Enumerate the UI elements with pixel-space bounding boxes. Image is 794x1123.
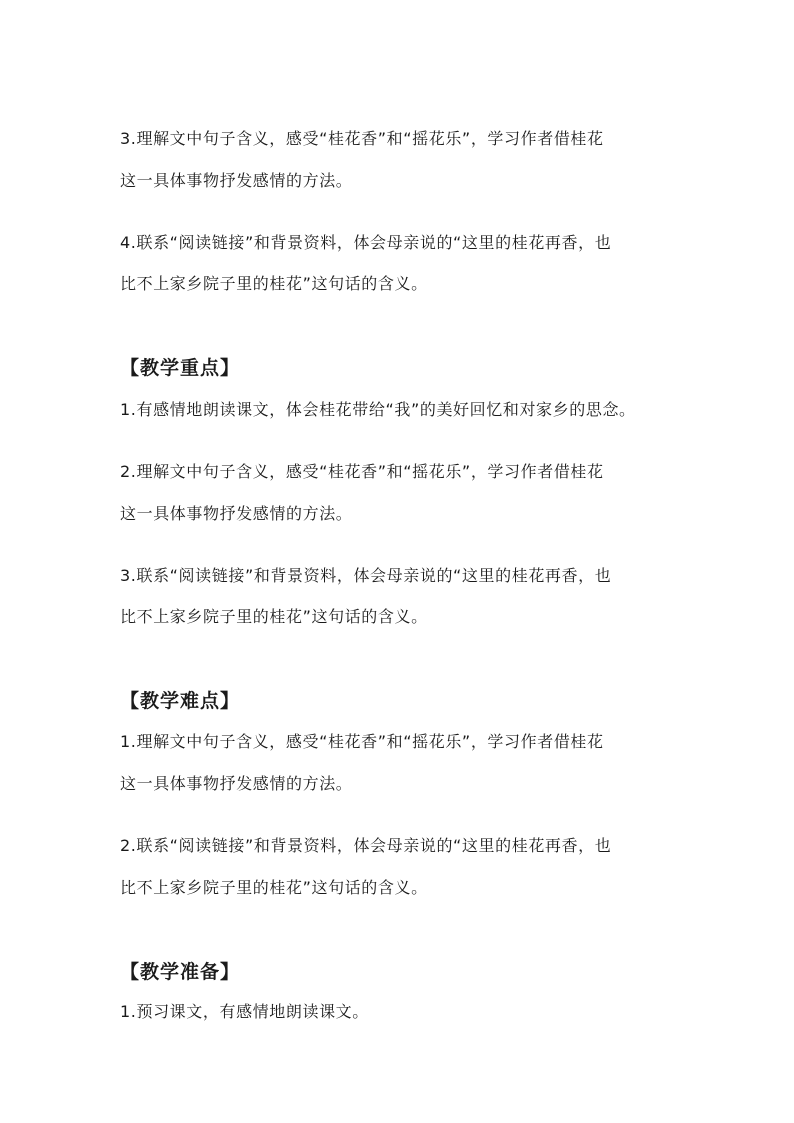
difficult-point-1-line-1: 1.理解文中句子含义，感受“桂花香”和“摇花乐”，学习作者借桂花 — [120, 732, 604, 751]
key-point-3-line-2: 比不上家乡院子里的桂花”这句话的含义。 — [120, 607, 428, 626]
key-point-2-line-2: 这一具体事物抒发感情的方法。 — [120, 504, 353, 523]
preparation-heading: 【教学准备】 — [120, 961, 241, 983]
key-point-1-line-1: 1.有感情地朗读课文，体会桂花带给“我”的美好回忆和对家乡的思念。 — [120, 400, 636, 419]
difficult-point-2-line-1: 2.联系“阅读链接”和背景资料，体会母亲说的“这里的桂花再香，也 — [120, 836, 612, 855]
objective-3-line-2: 这一具体事物抒发感情的方法。 — [120, 171, 353, 190]
preparation-1-line-1: 1.预习课文，有感情地朗读课文。 — [120, 1002, 369, 1021]
key-point-3-line-1: 3.联系“阅读链接”和背景资料，体会母亲说的“这里的桂花再香，也 — [120, 566, 612, 585]
key-points-heading: 【教学重点】 — [120, 357, 241, 379]
key-point-2-line-1: 2.理解文中句子含义，感受“桂花香”和“摇花乐”，学习作者借桂花 — [120, 462, 604, 481]
objective-4-line-2: 比不上家乡院子里的桂花”这句话的含义。 — [120, 274, 428, 293]
objective-3-line-1: 3.理解文中句子含义，感受“桂花香”和“摇花乐”，学习作者借桂花 — [120, 129, 604, 148]
difficult-point-2-line-2: 比不上家乡院子里的桂花”这句话的含义。 — [120, 878, 428, 897]
difficult-points-heading: 【教学难点】 — [120, 690, 241, 712]
objective-4-line-1: 4.联系“阅读链接”和背景资料，体会母亲说的“这里的桂花再香，也 — [120, 233, 612, 252]
difficult-point-1-line-2: 这一具体事物抒发感情的方法。 — [120, 774, 353, 793]
